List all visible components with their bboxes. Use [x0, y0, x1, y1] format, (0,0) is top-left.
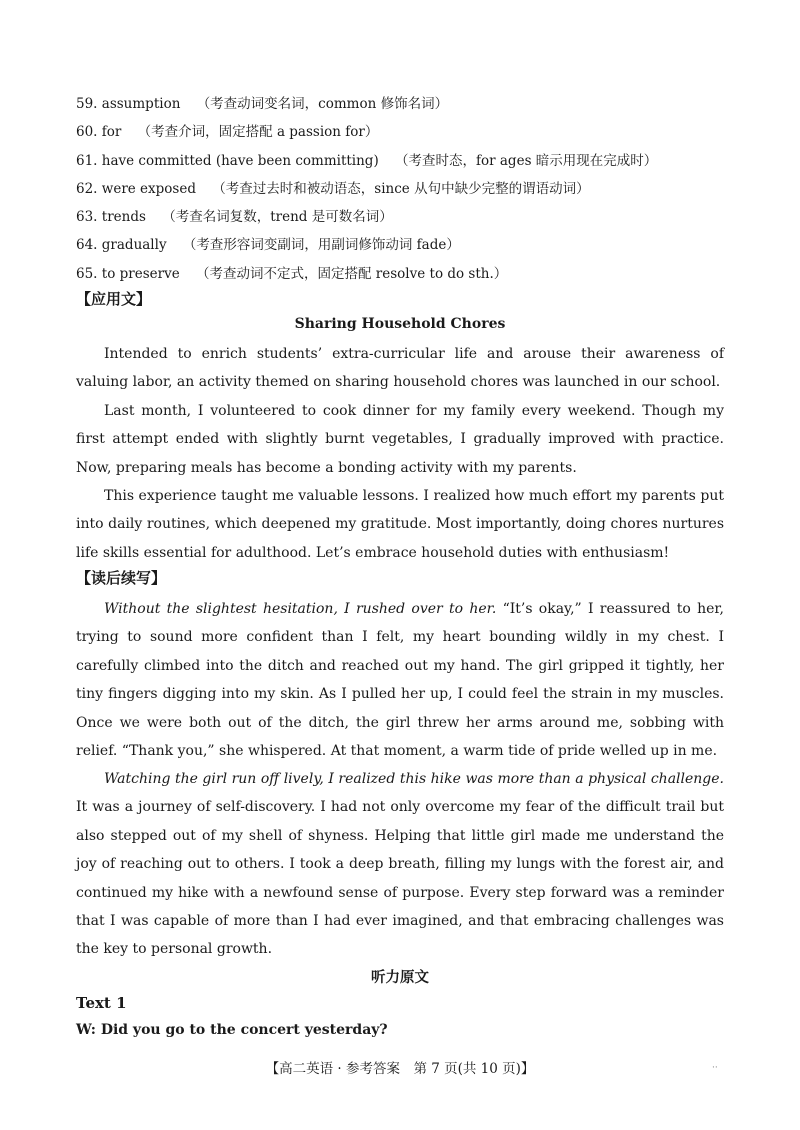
essay-paragraph: This experience taught me valuable lessons. I realized how much effort my parents put into daily routines, which deepened my gratitude. Most importantly, doing chores nurtures life skills essential for adulthood. Let’s embrace household duties with enthusiasm!: [76, 488, 724, 561]
applied-writing-heading: 【应用文】: [76, 290, 152, 308]
answer-number: 61.: [76, 152, 98, 169]
answer-note: （考查介词，固定搭配 a passion for）: [137, 124, 379, 141]
listening-script-title: 听力原文: [371, 969, 429, 986]
corner-mark: ··: [712, 1063, 718, 1073]
essay-paragraph: Intended to enrich students’ extra-curricular life and arouse their awareness of valuing labor, an activity themed on sharing household chores was launched in our school.: [76, 346, 724, 391]
story-text: It was a journey of self-discovery. I had not only overcome my fear of the difficult trail but also stepped out of my shell of shyness. Helping that little girl made me understand the joy of reaching out to others. I took a deep breath, filling my lungs with the forest air, and continued my hike with a newfound sense of purpose. Every step forward was a reminder that I was capable of more than I had ever imagined, and that embracing challenges was the key to personal growth.: [76, 799, 724, 958]
essay-paragraph: Last month, I volunteered to cook dinner for my family every weekend. Though my first attempt ended with slightly burnt vegetables, I gradually improved with practice. Now, preparing meals has become a bonding activity with my parents.: [76, 403, 724, 476]
answer-item: [76, 175, 736, 203]
answer-item: [76, 260, 736, 288]
answer-word: assumption: [101, 96, 181, 112]
answer-note: （考查动词不定式，固定搭配 resolve to do sth.）: [196, 265, 508, 282]
answer-number: 65.: [76, 265, 98, 282]
answer-number: 64.: [76, 237, 98, 254]
answer-note: （考查过去时和被动语态，since 从句中缺少完整的谓语动词）: [212, 180, 590, 197]
answer-word: for: [101, 124, 122, 141]
dialog-line: W: Did you go to the concert yesterday?: [76, 1022, 388, 1038]
answer-number: 63.: [76, 209, 98, 226]
essay-title: Sharing Household Chores: [294, 316, 506, 332]
answer-item: [76, 231, 736, 259]
answer-word: trends: [101, 209, 146, 226]
given-opening-sentence: Watching the girl run off lively, I realized this hike was more than a physical challenge.: [104, 771, 724, 787]
page-footer: 【高二英语 · 参考答案 第 7 页(共 10 页)】: [265, 1061, 535, 1077]
answer-note: （考查动词变名词，common 修饰名词）: [196, 96, 449, 112]
answer-item: [76, 90, 736, 118]
answer-note: （考查时态，for ages 暗示用现在完成时）: [395, 152, 658, 169]
answer-number: 59.: [76, 96, 98, 112]
continuation-writing-heading: 【读后续写】: [76, 569, 167, 587]
answer-number: 60.: [76, 124, 98, 141]
given-opening-sentence: Without the slightest hesitation, I rushed over to her.: [104, 601, 497, 617]
answer-word: to preserve: [101, 265, 180, 282]
story-text: “It’s okay,” I reassured to her, trying to sound more confident than I felt, my heart bounding wildly in my chest. I carefully climbed into the ditch and reached out my hand. The girl gripped it tightly, her tiny fingers digging into my skin. As I pulled her up, I could feel the strain in my muscles. Once we were both out of the ditch, the girl threw her arms around me, sobbing with relief. “Thank you,” she whispered. At that moment, a warm tide of pride welled up in me.: [76, 601, 724, 760]
story-paragraph: [76, 765, 724, 964]
story-paragraph: [76, 595, 724, 765]
answer-item: [76, 118, 736, 146]
answer-word: gradually: [101, 237, 167, 254]
answer-item: [76, 203, 736, 231]
answer-word: were exposed: [101, 180, 196, 197]
text-label: Text 1: [76, 994, 127, 1012]
answer-word: have committed (have been committing): [101, 152, 379, 169]
answer-note: （考查名词复数，trend 是可数名词）: [162, 209, 393, 226]
answer-item: [76, 147, 736, 175]
answer-list: [76, 90, 736, 288]
answer-number: 62.: [76, 180, 98, 197]
answer-note: （考查形容词变副词，用副词修饰动词 fade）: [182, 237, 460, 254]
